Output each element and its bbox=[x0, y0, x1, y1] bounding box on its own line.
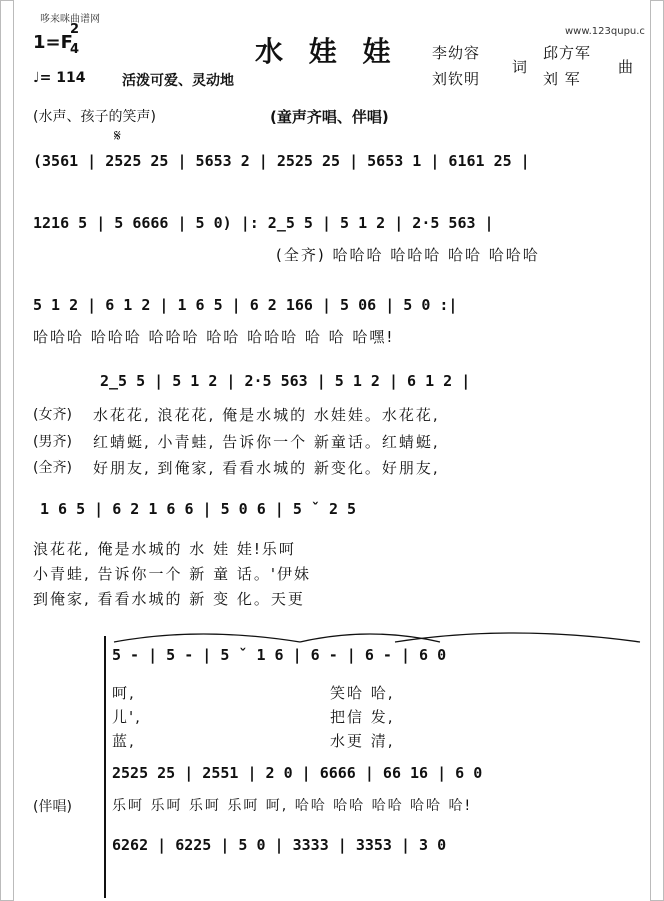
key-signature: 1=F bbox=[33, 32, 73, 53]
notation-row-6: 5 - | 5 - | 5 ˇ 1 6 | 6 - | 6 - | 6 0 bbox=[112, 646, 447, 664]
slur-marks bbox=[110, 624, 650, 648]
notation-row-5: 1 6 5 | 6 2 1 6 6 | 5 0 6 | 5 ˇ 2 5 bbox=[40, 500, 357, 518]
lyricist-1: 李幼容 bbox=[432, 44, 481, 62]
segno-mark: 𝄋 bbox=[114, 126, 121, 145]
accompaniment-label: (伴唱) bbox=[33, 799, 72, 815]
notation-row-7: 2525 25 | 2551 | 2 0 | 6666 | 66 16 | 6 0 bbox=[112, 764, 483, 782]
verse-3-line-b: 到俺家, 看看水城的 新 变 化。天更 bbox=[33, 590, 305, 608]
style-marking: 活泼可爱、灵动地 bbox=[122, 73, 234, 89]
right-watermark-strip bbox=[650, 0, 664, 901]
notation-row-1: (3561 | 2525 25 | 5653 2 | 2525 25 | 5653 1 | 6161 25 | bbox=[33, 152, 530, 170]
verse-2-line-d: 把信 发, bbox=[330, 708, 395, 726]
verse-1-label: (女齐) bbox=[33, 407, 72, 423]
verse-2-label: (男齐) bbox=[33, 434, 72, 450]
intro-note: (水声、孩子的笑声) bbox=[33, 109, 156, 125]
verse-1-line-a: 水花花, 浪花花, 俺是水城的 水娃娃。水花花, bbox=[93, 406, 440, 424]
verse-3-line-a: 好朋友, 到俺家, 看看水城的 新变化。好朋友, bbox=[93, 459, 440, 477]
system-brace-line bbox=[104, 636, 106, 898]
lyric-row-3: 哈哈哈 哈哈哈 哈哈哈 哈哈 哈哈哈 哈 哈 哈嘿! bbox=[33, 328, 395, 346]
verse-2-line-a: 红蜻蜓, 小青蛙, 告诉你一个 新童话。红蜻蜓, bbox=[93, 433, 440, 451]
site-url: www.123qupu.c bbox=[565, 26, 645, 37]
lyricist-2: 刘钦明 bbox=[432, 70, 481, 88]
verse-1-line-c: 呵, bbox=[112, 684, 136, 702]
composer-1: 邱方军 bbox=[543, 44, 592, 62]
notation-row-2: 1216 5 | 5 6666 | 5 0) |: 2̲5 5 | 5 1 2 | 2·5 563 | bbox=[33, 214, 494, 232]
performance-note: (童声齐唱、伴唱) bbox=[270, 108, 389, 126]
verse-3-label: (全齐) bbox=[33, 460, 72, 476]
time-signature-bottom: 4 bbox=[70, 42, 80, 57]
lyric-row-2: (全齐) 哈哈哈 哈哈哈 哈哈 哈哈哈 bbox=[276, 246, 540, 264]
notation-row-3: 5 1 2 | 6 1 2 | 1 6 5 | 6 2 166 | 5 06 | 5 0 :| bbox=[33, 296, 458, 314]
verse-2-line-c: 儿', bbox=[112, 708, 142, 726]
lyricist-label: 词 bbox=[512, 58, 529, 76]
notation-row-4: 2̲5 5 | 5 1 2 | 2·5 563 | 5 1 2 | 6 1 2 | bbox=[100, 372, 471, 390]
verse-2-line-b: 小青蛙, 告诉你一个 新 童 话。'伊妹 bbox=[33, 565, 311, 583]
verse-1-line-b: 浪花花, 俺是水城的 水 娃 娃!乐呵 bbox=[33, 540, 296, 558]
verse-1-line-d: 笑哈 哈, bbox=[330, 684, 395, 702]
composer-2: 刘 军 bbox=[543, 70, 581, 88]
accompaniment-lyric: 乐呵 乐呵 乐呵 乐呵 呵, 哈哈 哈哈 哈哈 哈哈 哈! bbox=[112, 798, 473, 814]
verse-3-line-d: 水更 清, bbox=[330, 732, 395, 750]
left-watermark-strip bbox=[0, 0, 14, 901]
notation-row-8: 6262 | 6225 | 5 0 | 3333 | 3353 | 3 0 bbox=[112, 836, 447, 854]
song-title: 水 娃 娃 bbox=[255, 35, 399, 68]
verse-3-line-c: 蓝, bbox=[112, 732, 136, 750]
tempo-marking: ♩= 114 bbox=[33, 70, 86, 86]
site-logo-text: 哆来咪曲谱网 bbox=[40, 14, 100, 25]
composer-label: 曲 bbox=[618, 58, 635, 76]
time-signature-top: 2 bbox=[70, 22, 80, 37]
